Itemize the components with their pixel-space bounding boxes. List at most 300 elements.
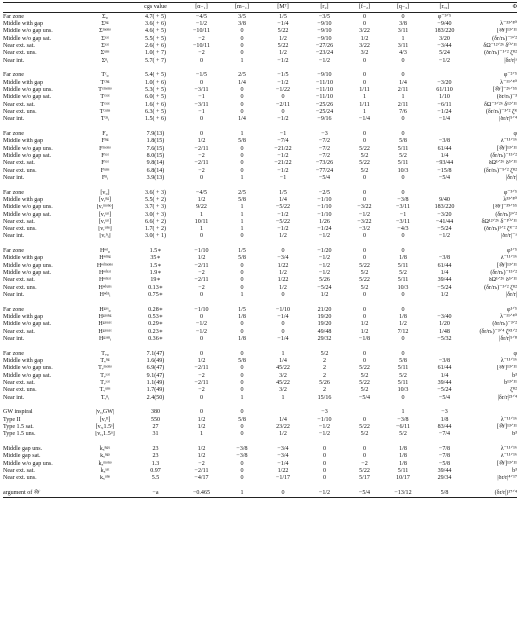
table-cell: 5/11: [397, 467, 409, 474]
table-cell: 1: [240, 174, 244, 181]
table-cell: 0.13∗: [148, 284, 163, 291]
spacer-cell: [3, 401, 517, 408]
table-cell: λ⁻¹¹ᐟ¹⁶: [500, 358, 517, 365]
table-cell: 183/220: [434, 204, 455, 211]
table-cell: λ⁻¹¹ᐟ¹⁶: [500, 255, 517, 262]
table-cell: |δr/r|⁴ᐟ¹⁷: [497, 475, 517, 482]
table-cell: 2/5: [238, 189, 246, 196]
table-cell: GW inspiral: [3, 409, 33, 416]
table-row: [3, 328, 517, 335]
table-cell: φ: [513, 130, 517, 137]
table-cell: (δr/rₕ)⁻¹ᐟ² ζᴿ²: [484, 50, 517, 57]
table-cell: Hᵉᵈᵘⁿˢ: [98, 284, 112, 291]
table-cell: Near ext. sat.: [3, 328, 35, 335]
table-cell: 0: [199, 233, 204, 240]
table-cell: [422, 306, 467, 313]
table-cell: 1/2: [360, 35, 369, 42]
table-cell: 10/17: [396, 475, 410, 482]
table-row: [3, 79, 517, 86]
table-cell: [vᵣˢᵃᵗ]: [98, 211, 112, 218]
table-cell: 1: [362, 94, 367, 101]
table-cell: 5/11: [397, 145, 409, 152]
group-spacer: [3, 64, 517, 71]
table-cell: −1/2: [318, 233, 331, 240]
parameter-table: [3, 2, 517, 498]
table-cell: 0: [240, 277, 244, 284]
table-cell: 0: [240, 101, 244, 108]
table-cell: 1: [240, 204, 244, 211]
table-cell: 0: [362, 189, 367, 196]
table-cell: 1/5: [279, 13, 287, 20]
table-cell: 5.5: [151, 475, 160, 482]
table-cell: 5/2: [360, 152, 369, 159]
table-cell: 2/11: [397, 86, 409, 93]
table-cell: −3/20: [437, 79, 452, 86]
table-cell: Near ext. sat.: [3, 101, 35, 108]
table-cell: 1/8: [399, 453, 407, 460]
table-cell: 1/2: [279, 35, 287, 42]
table-cell: Fᵘⁿˢ: [100, 167, 110, 174]
table-cell: 5.3( + 5): [144, 86, 167, 93]
table-cell: −11/10: [316, 86, 333, 93]
table-cell: 1: [401, 409, 405, 416]
table-cell: λ⁻¹¹ᐟ¹⁶: [500, 446, 517, 452]
table-cell: 5/2: [320, 350, 329, 357]
table-row: [3, 160, 517, 167]
table-cell: −3/11: [396, 204, 410, 211]
table-cell: [467, 409, 517, 416]
table-cell: 5/2: [360, 167, 369, 174]
table-cell: −1: [279, 130, 287, 137]
table-cell: 39/44: [437, 467, 452, 474]
table-cell: 5/2: [360, 270, 369, 277]
table-cell: 5/22: [359, 262, 370, 269]
table-cell: b¹³ᐟ¹¹: [504, 380, 517, 387]
table-cell: −1/2: [195, 20, 208, 27]
table-cell: Tᶜˢᵃᵗ: [100, 94, 110, 101]
table-cell: [𝒲]¹³ᐟ¹¹: [496, 460, 517, 467]
table-cell: 10/11: [194, 218, 209, 225]
table-cell: 0: [281, 321, 285, 328]
table-cell: 5/22: [359, 365, 370, 372]
table-cell: Hᵍᵃˢˢᵃᵗ: [98, 328, 112, 335]
table-row: [3, 152, 517, 159]
table-cell: 1/22: [277, 277, 289, 284]
table-cell: −7/2: [318, 152, 331, 159]
table-cell: [𝒲]¹³ᐟ¹¹: [496, 424, 517, 431]
table-cell: kₓᵘⁿˢ: [100, 475, 110, 482]
table-cell: −3/22: [357, 204, 372, 211]
spacer-cell: [3, 182, 517, 189]
table-cell: −3/8: [397, 196, 409, 203]
table-cell: 0: [199, 336, 204, 343]
table-cell: 5/2: [399, 152, 407, 159]
table-cell: −3: [321, 409, 328, 416]
table-cell: −5/24: [437, 226, 452, 233]
table-cell: 3/2: [360, 50, 369, 57]
table-cell: −5/24: [317, 284, 332, 291]
table-cell: 9/22: [196, 204, 207, 211]
table-cell: 10/3: [397, 387, 409, 394]
table-cell: −5/24: [437, 387, 452, 394]
table-cell: λ⁻¹¹ᐟ¹⁶: [500, 138, 517, 145]
table-cell: 1: [222, 489, 262, 497]
table-cell: 1/2: [197, 358, 206, 365]
table-cell: 3/11: [397, 28, 409, 35]
table-row: [3, 108, 517, 115]
table-cell: 1: [401, 94, 405, 101]
table-cell: (δr/rₕ)⁹ᐟ²: [495, 211, 517, 218]
table-cell: Near ext. uns.: [3, 50, 37, 57]
table-cell: [vᵣ,1.5ᵘ]: [95, 431, 115, 438]
table-cell: −1/2: [277, 226, 289, 233]
table-body: [3, 13, 517, 498]
table-cell: Tᶜⁿᵢ: [100, 116, 110, 123]
table-cell: 1/8: [238, 336, 246, 343]
table-row: [3, 350, 517, 357]
table-cell: 0: [362, 453, 367, 460]
table-row: [3, 335, 517, 342]
table-cell: 5/26: [319, 277, 330, 284]
table-row: [3, 233, 517, 240]
table-cell: 0: [240, 94, 244, 101]
table-cell: 5/11: [397, 380, 409, 387]
table-row: [3, 13, 517, 21]
table-cell: φ¹ᐟ⁵: [507, 248, 517, 255]
table-cell: −2: [198, 460, 205, 467]
table-cell: 0: [362, 446, 367, 452]
table-cell: Type II: [3, 416, 21, 423]
table-cell: Far zone: [3, 189, 24, 196]
table-cell: Tᵥˢᵃᵗ: [100, 372, 110, 379]
table-cell: 61/44: [437, 262, 452, 269]
table-cell: −3/40: [437, 314, 452, 321]
table-cell: −6/11: [437, 101, 452, 108]
table-cell: Middle with gap: [3, 255, 43, 262]
table-cell: 1: [240, 218, 244, 225]
table-cell: 61/44: [437, 365, 452, 372]
table-cell: 0: [401, 13, 405, 20]
table-cell: φ¹ᐟ⁵: [507, 306, 517, 313]
table-cell: Tᶜᵘⁿˢ: [99, 108, 111, 115]
table-cell: Tᶜ₀: [101, 72, 109, 79]
table-cell: Far zone: [3, 13, 24, 20]
table-cell: 0: [401, 248, 405, 255]
spacer-cell: [3, 64, 517, 71]
table-cell: 2: [322, 372, 327, 379]
table-cell: 3.6( + 6): [144, 20, 167, 27]
table-cell: 1/8: [399, 255, 407, 262]
table-cell: 0: [401, 72, 405, 79]
table-row: [3, 145, 517, 152]
table-cell: −1/2: [277, 57, 289, 64]
table-cell: 380: [150, 409, 161, 416]
table-cell: −7/4: [277, 138, 289, 145]
table-cell: Fᵐᵒⁿᵒ: [99, 145, 111, 152]
table-cell: [422, 189, 467, 196]
table-cell: [vᵣᴵᴵ]: [99, 416, 111, 423]
table-cell: 0: [281, 108, 285, 115]
header-label: [3, 3, 80, 13]
table-cell: −3/8: [438, 138, 451, 145]
table-cell: [vᵣˢᵃᵗ]: [98, 218, 112, 225]
group-spacer: [3, 401, 517, 408]
table-cell: −2/11: [194, 145, 209, 152]
table-cell: 0: [240, 270, 244, 277]
table-cell: [vᵣⁿᵢ]: [99, 233, 111, 240]
table-cell: 5.7( + 7): [144, 57, 167, 64]
table-row: [3, 387, 517, 394]
table-cell: Σˢᵃᵗ: [101, 35, 109, 42]
table-cell: −1/4: [277, 314, 289, 321]
table-cell: −2: [198, 372, 205, 379]
header-r2: [r₂]: [304, 3, 345, 13]
table-cell: 1/4: [279, 196, 287, 203]
table-cell: 1: [281, 350, 285, 357]
table-cell: Hᵍᵃˢˢᵃᵗ: [98, 321, 112, 328]
table-cell: 23: [152, 446, 159, 452]
table-cell: 1/4: [279, 358, 287, 365]
table-cell: −3/11: [396, 218, 410, 225]
table-cell: 0: [240, 145, 244, 152]
table-cell: [𝒲]¹³ᐟ¹¹: [496, 365, 517, 372]
table-cell: 0.53∗: [148, 314, 163, 321]
header-cgs: cgs value: [130, 3, 181, 13]
table-cell: Middle w/o gap sat.: [3, 152, 52, 159]
table-cell: 5/8: [238, 255, 246, 262]
table-cell: −3/44: [437, 42, 452, 49]
table-row: [3, 101, 517, 108]
table-row: [3, 218, 517, 225]
table-cell: (δr/rₕ)⁻³ᐟ² ζᴿ: [485, 108, 517, 115]
table-cell: Near ext. uns.: [3, 284, 37, 291]
table-cell: 1/2: [197, 416, 206, 423]
table-cell: −2/5: [318, 189, 331, 196]
table-cell: −2: [198, 270, 205, 277]
spacer-cell: [3, 438, 517, 445]
table-cell: −15/8: [437, 167, 452, 174]
table-cell: 5/8: [238, 416, 246, 423]
table-cell: 3/22: [359, 28, 370, 35]
table-cell: 27: [152, 424, 159, 431]
table-cell: Near ext. uns.: [3, 226, 37, 233]
table-cell: 0: [362, 13, 367, 20]
table-cell: −25/26: [315, 101, 334, 108]
table-cell: 6.6( + 2): [144, 218, 167, 225]
table-cell: Hᵉᵈ₀: [100, 248, 110, 255]
table-cell: −1: [399, 211, 407, 218]
table-cell: Middle with gap: [3, 79, 43, 86]
table-cell: Far zone: [3, 350, 24, 357]
table-cell: 5.5( + 2): [144, 196, 167, 203]
table-cell: 0: [199, 292, 204, 299]
table-cell: −1/2: [277, 167, 289, 174]
table-cell: Far zone: [3, 130, 24, 137]
table-cell: 183/220: [434, 28, 455, 35]
table-cell: 0: [362, 130, 367, 137]
table-cell: 5.5( + 5): [144, 35, 167, 42]
table-cell: 1/4: [440, 270, 449, 277]
table-cell: 1.8(15): [146, 138, 165, 145]
table-row: [3, 174, 517, 181]
table-row: [3, 423, 517, 430]
table-cell: [vᵣᵐᵒⁿᵒ]: [96, 204, 114, 211]
table-cell: Near ext. uns.: [3, 387, 37, 394]
table-row: [3, 379, 517, 386]
table-cell: 1/8: [399, 460, 407, 467]
table-cell: Hᵍᵃˢ₀: [99, 306, 111, 313]
table-cell: −9/10: [317, 20, 332, 27]
table-cell: Near ext. uns.: [3, 167, 37, 174]
table-row: [3, 35, 517, 42]
table-cell: 0: [362, 138, 367, 145]
table-cell: 1.9∗: [149, 270, 162, 277]
table-cell: 0: [240, 167, 244, 174]
table-row: [3, 50, 517, 57]
table-cell: 0: [199, 174, 204, 181]
table-cell: −1/2: [318, 431, 331, 438]
table-cell: Hᵉᵈⁿᵢ: [99, 292, 111, 299]
table-cell: Middle w/o gap uns.: [3, 365, 53, 372]
table-cell: −1/10: [317, 204, 332, 211]
table-cell: 1: [199, 431, 204, 438]
table-cell: [vᵣ,1.5ˢ]: [95, 424, 115, 431]
table-cell: 0: [281, 248, 285, 255]
table-cell: kₓˢᵃᵗ: [100, 467, 110, 474]
table-cell: −3/20: [437, 211, 452, 218]
table-cell: 0: [240, 328, 244, 335]
table-cell: 0: [362, 314, 367, 321]
table-cell: |δr/r|⁵ᐟ⁴: [499, 116, 517, 123]
table-cell: 10/3: [397, 284, 409, 291]
table-cell: Near int.: [3, 57, 25, 64]
table-cell: 3/5: [238, 13, 246, 20]
table-cell: 0: [401, 306, 405, 313]
table-cell: 0: [401, 130, 405, 137]
table-cell: 0: [199, 350, 204, 357]
table-cell: 1.5∗: [149, 262, 162, 269]
table-cell: −1/2: [195, 328, 208, 335]
table-cell: 1/2: [320, 292, 329, 299]
table-cell: −2: [198, 152, 205, 159]
table-cell: 6.3( + 5): [144, 108, 167, 115]
table-cell: 9/40: [439, 196, 450, 203]
table-cell: δΩ⁻³ᐟ²⁶ δ¹²ᐟ¹¹: [483, 101, 517, 108]
table-cell: 1/22: [277, 467, 289, 474]
table-cell: 1.1(49): [146, 380, 165, 387]
table-cell: φ⁻²ᐟ⁵: [503, 72, 517, 79]
table-cell: Middle w/o gap uns.: [3, 204, 53, 211]
table-cell: Hᵍᵃˢⁿᵍ: [98, 314, 112, 321]
table-row: [3, 431, 517, 438]
table-cell: 5/2: [360, 284, 369, 291]
table-cell: 5/17: [359, 475, 370, 482]
table-cell: Middle with gap: [3, 196, 43, 203]
table-cell: −3/8: [438, 255, 451, 262]
table-cell: −5/4: [438, 394, 451, 401]
table-cell: 0: [199, 79, 204, 86]
table-cell: −2: [198, 50, 205, 57]
table-cell: 2/5: [238, 72, 246, 79]
table-cell: (δr/r|)¹⁷ᐟ⁴: [467, 489, 517, 497]
table-cell: 6.0( + 5): [144, 94, 167, 101]
table-cell: 0: [362, 196, 367, 203]
table-cell: −1/2: [318, 57, 331, 64]
table-cell: (δr/rₕ)⁻¹⁵ᐟ²: [490, 152, 517, 159]
table-cell: 0: [199, 57, 204, 64]
table-cell: Tᶜⁿᵍ: [100, 79, 110, 86]
group-spacer: [3, 343, 517, 350]
table-cell: −1/22: [275, 86, 291, 93]
table-cell: 5/8: [422, 489, 467, 497]
table-cell: −2/11: [194, 277, 209, 284]
header-alpha: [α₋₁]: [181, 3, 222, 13]
table-cell: 3/2: [279, 387, 287, 394]
table-cell: 3/8: [238, 20, 246, 27]
table-cell: −1/2: [277, 79, 289, 86]
table-cell: −5/22: [275, 218, 291, 225]
table-cell: −7/2: [318, 138, 331, 145]
table-cell: 10/3: [397, 167, 409, 174]
table-cell: 1/2: [279, 284, 287, 291]
table-cell: −3/22: [357, 218, 372, 225]
table-cell: 0: [362, 233, 367, 240]
table-cell: 19/20: [317, 314, 332, 321]
table-cell: 5/22: [359, 145, 370, 152]
table-cell: Near ext. sat.: [3, 218, 35, 225]
table-cell: 1/4: [399, 79, 407, 86]
table-row: [3, 357, 517, 364]
table-cell: −1/17: [275, 475, 291, 482]
table-cell: 0: [362, 306, 367, 313]
table-cell: −4/5: [195, 13, 208, 20]
table-cell: 0: [401, 233, 405, 240]
table-cell: −7/8: [438, 453, 451, 460]
table-cell: −1/2: [438, 57, 451, 64]
table-cell: −1/2: [277, 152, 289, 159]
table-cell: 4.7( + 5): [144, 13, 167, 20]
table-cell: (δr/rₕ)⁻³: [496, 94, 517, 101]
table-cell: 0: [199, 130, 204, 137]
table-cell: 0.23∗: [148, 328, 163, 335]
header-symbol: [80, 3, 130, 13]
table-cell: |δr/r|⁻ᵃ: [501, 233, 517, 240]
table-cell: 1/48: [439, 328, 450, 335]
table-cell: Near ext. sat.: [3, 277, 35, 284]
table-cell: 1: [199, 211, 204, 218]
table-cell: 1/4: [440, 152, 449, 159]
table-cell: 0.36∗: [148, 336, 163, 343]
table-cell: −2/11: [194, 467, 209, 474]
table-cell: 0: [240, 409, 244, 416]
table-row: [3, 409, 517, 416]
table-cell: −1/10: [194, 306, 209, 313]
table-cell: λ⁻³³ᐟ⁸⁰: [500, 20, 517, 27]
header-f2: [f₋₂]: [345, 3, 384, 13]
table-cell: Near int.: [3, 292, 25, 299]
scaling-table: [3, 2, 517, 498]
table-cell: −1/2: [304, 489, 345, 497]
table-cell: 0: [240, 233, 244, 240]
table-cell: −1/10: [194, 248, 209, 255]
table-cell: 0: [322, 467, 327, 474]
header-phi: Φ: [467, 3, 517, 13]
table-cell: −3/8: [397, 416, 409, 423]
group-spacer: [3, 182, 517, 189]
table-cell: 0: [240, 424, 244, 431]
table-cell: Hᵍᵃˢⁿᵢ: [98, 336, 112, 343]
table-cell: λ⁻¹¹ᐟ¹⁶: [500, 416, 517, 423]
